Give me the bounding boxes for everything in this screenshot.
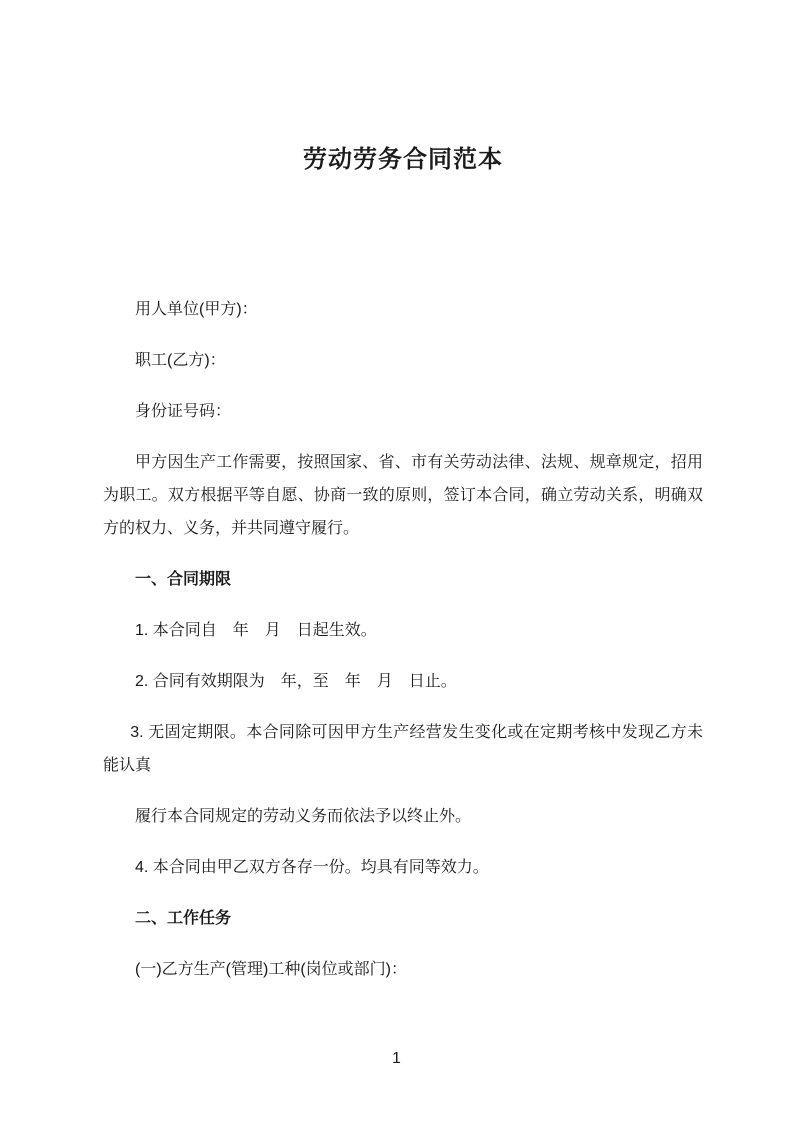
section-1-heading: 一、合同期限 [135, 571, 232, 588]
section-1-clause-3-continuation: 履行本合同规定的劳动义务而依法予以终止外。 [135, 808, 472, 825]
field-id-number-label: 身份证号码： [135, 403, 232, 420]
section-2-clause-1: (一)乙方生产(管理)工种(岗位或部门)： [135, 961, 407, 978]
section-1-clause-4: 4. 本合同由甲乙双方各存一份。均具有同等效力。 [135, 859, 489, 876]
section-1-clause-2: 2. 合同有效期限为 年，至 年 月 日止。 [135, 673, 457, 690]
section-1-clause-3: 3. 无固定期限。本合同除可因甲方生产经营发生变化或在定期考核中发现乙方未能认真 [103, 724, 703, 774]
field-employer-label: 用人单位(甲方)： [135, 301, 258, 318]
section-2-heading: 二、工作任务 [135, 910, 232, 927]
page-number: 1 [392, 1050, 401, 1067]
intro-paragraph: 甲方因生产工作需要，按照国家、省、市有关劳动法律、法规、规章规定，招用为职工。双方根据平等自愿、协商一致的原则，签订本合同，确立劳动关系，明确双方的权力、义务，并共同遵守履行。 [103, 454, 703, 537]
document-title: 劳动劳务合同范本 [303, 146, 503, 173]
section-1-clause-1: 1. 本合同自 年 月 日起生效。 [135, 622, 377, 639]
field-employee-label: 职工(乙方)： [135, 352, 226, 369]
